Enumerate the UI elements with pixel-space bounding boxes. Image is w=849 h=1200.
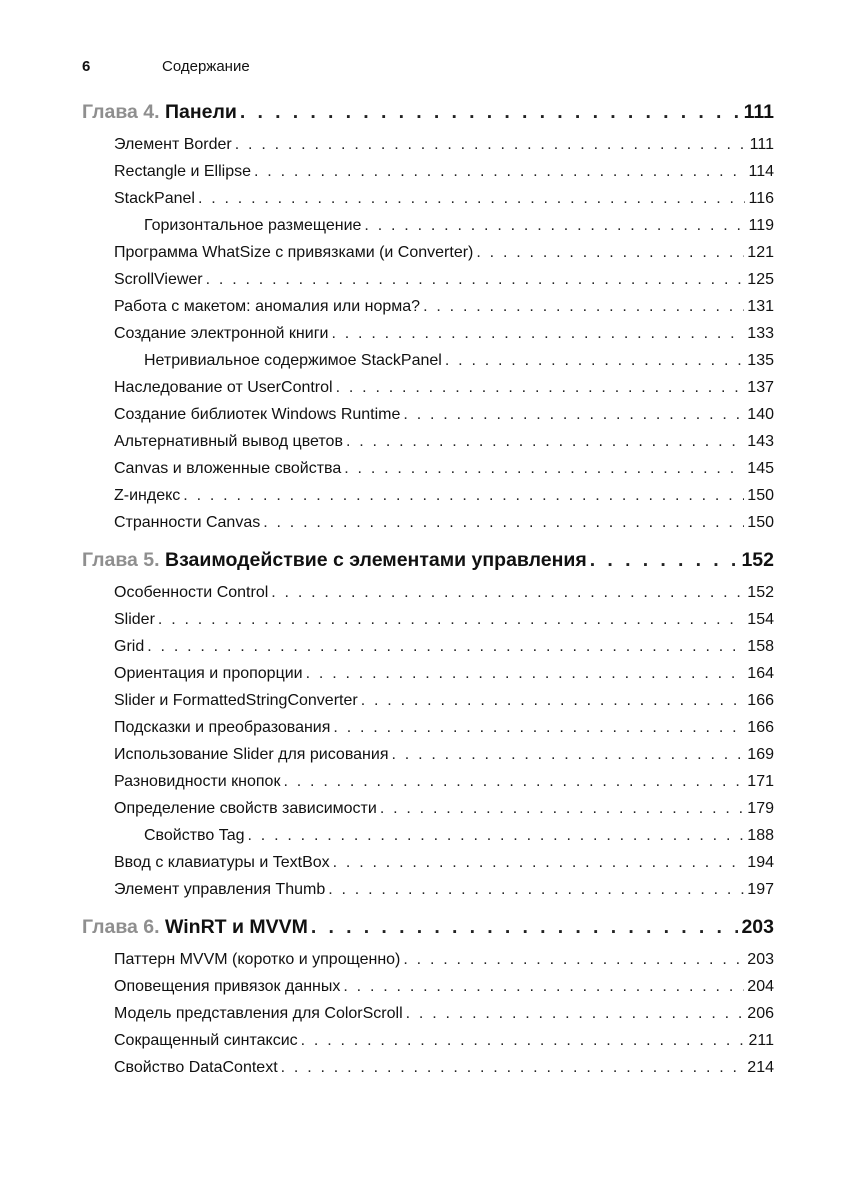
dot-leader [346,428,744,455]
entry-title: StackPanel [114,190,195,207]
entry-page: 150 [747,514,774,531]
chapter-4-heading[interactable] [82,98,774,126]
dot-leader [248,822,745,849]
entry-title: Нетривиальное содержимое StackPanel [144,352,442,369]
entry-title: Создание библиотек Windows Runtime [114,406,401,423]
entry-page: 179 [747,800,774,817]
toc-entry[interactable] [82,428,774,455]
dot-leader [423,293,744,320]
dot-leader [198,185,746,212]
toc-entry[interactable] [82,633,774,660]
dot-leader [271,579,744,606]
toc-entry[interactable] [82,320,774,347]
entry-title: Использование Slider для рисования [114,746,389,763]
toc-entry[interactable] [82,741,774,768]
entry-title: Ввод с клавиатуры и TextBox [114,854,330,871]
dot-leader [283,768,744,795]
entry-title: Альтернативный вывод цветов [114,433,343,450]
toc-entry[interactable] [82,579,774,606]
dot-leader [380,795,744,822]
chapter-title: WinRT и MVVM [165,916,308,938]
toc-entry[interactable] [82,482,774,509]
entry-page: 119 [748,217,774,234]
entry-title: Оповещения привязок данных [114,978,341,995]
dot-leader [158,606,744,633]
entry-title: Свойство Tag [144,827,245,844]
entry-page: 211 [748,1032,774,1049]
toc-entry[interactable] [82,795,774,822]
dot-leader [344,455,744,482]
entry-title: Наследование от UserControl [114,379,333,396]
chapter-page: 111 [743,101,774,123]
toc-entry[interactable] [82,401,774,428]
entry-page: 145 [747,460,774,477]
toc-entry[interactable] [82,687,774,714]
dot-leader [406,1000,745,1027]
entry-title: Программа WhatSize с привязками (и Converter) [114,244,474,261]
entry-title: Элемент Border [114,136,232,153]
toc-entry[interactable] [82,293,774,320]
entry-page: 203 [747,951,774,968]
running-title: Содержание [162,58,250,75]
entry-page: 194 [747,854,774,871]
toc-entry[interactable] [82,973,774,1000]
toc-entry[interactable] [82,266,774,293]
dot-leader [343,973,744,1000]
entry-title: Grid [114,638,145,655]
dot-leader [263,509,744,536]
entry-page: 152 [747,584,774,601]
toc-entry[interactable] [82,714,774,741]
dot-leader [445,347,744,374]
dot-leader [333,714,744,741]
entry-page: 135 [747,352,774,369]
dot-leader [331,320,744,347]
dot-leader [311,913,739,941]
toc-subentry[interactable] [82,212,774,239]
dot-leader [147,633,744,660]
dot-leader [328,876,744,903]
toc-entry[interactable] [82,768,774,795]
entry-page: 204 [747,978,774,995]
entry-title: Создание электронной книги [114,325,329,342]
chapter-5-heading[interactable] [82,546,774,574]
entry-page: 214 [747,1059,774,1076]
entry-page: 131 [747,298,774,315]
dot-leader [301,1027,746,1054]
dot-leader [403,946,744,973]
chapter-6-heading[interactable] [82,913,774,941]
toc-entry[interactable] [82,158,774,185]
entry-title: Ориентация и пропорции [114,665,303,682]
entry-page: 169 [747,746,774,763]
entry-page: 154 [747,611,774,628]
entry-page: 171 [747,773,774,790]
toc-entry[interactable] [82,374,774,401]
toc-entry[interactable] [82,876,774,903]
toc-entry[interactable] [82,660,774,687]
chapter-prefix: Глава 4. [82,101,160,123]
entry-title: Модель представления для ColorScroll [114,1005,403,1022]
dot-leader [336,374,745,401]
toc-subentry[interactable] [82,347,774,374]
entry-title: Rectangle и Ellipse [114,163,252,180]
entry-page: 158 [747,638,774,655]
entry-page: 133 [747,325,774,342]
entry-title: Разновидности кнопок [114,773,281,790]
entry-page: 197 [747,881,774,898]
entry-title: Работа с макетом: аномалия или норма? [114,298,421,315]
entry-page: 188 [747,827,774,844]
entry-title: Горизонтальное размещение [144,217,362,234]
dot-leader [361,687,745,714]
entry-title: Элемент управления Thumb [114,881,326,898]
toc-entry[interactable] [82,185,774,212]
dot-leader [391,741,744,768]
entry-title: Slider [114,611,155,628]
page-number: 6 [82,58,91,75]
chapter-page: 152 [741,549,774,571]
entry-page: 121 [747,244,774,261]
dot-leader [235,131,747,158]
dot-leader [306,660,745,687]
entry-page: 111 [749,136,774,153]
entry-title: Странности Canvas [114,514,261,531]
entry-title: Особенности Control [114,584,269,601]
toc-entry[interactable] [82,1027,774,1054]
table-of-contents [82,98,774,1081]
entry-page: 143 [747,433,774,450]
entry-page: 150 [747,487,774,504]
page-header [82,56,782,78]
entry-title: Canvas и вложенные свойства [114,460,342,477]
dot-leader [476,239,744,266]
entry-title: Подсказки и преобразования [114,719,331,736]
toc-entry[interactable] [82,455,774,482]
entry-page: 116 [748,190,774,207]
toc-entry[interactable] [82,131,774,158]
dot-leader [364,212,745,239]
dot-leader [254,158,745,185]
dot-leader [281,1054,745,1081]
dot-leader [206,266,745,293]
toc-entry[interactable] [82,239,774,266]
toc-entry[interactable] [82,1054,774,1081]
chapter-title: Панели [165,101,237,123]
entry-title: Определение свойств зависимости [114,800,377,817]
entry-page: 140 [747,406,774,423]
dot-leader [240,98,741,126]
toc-entry[interactable] [82,849,774,876]
entry-title: Z-индекс [114,487,181,504]
entry-title: Свойство DataContext [114,1059,278,1076]
chapter-page: 203 [741,916,774,938]
toc-entry[interactable] [82,946,774,973]
entry-page: 137 [747,379,774,396]
entry-title: Сокращенный синтаксис [114,1032,298,1049]
dot-leader [403,401,744,428]
chapter-prefix: Глава 6. [82,916,160,938]
entry-title: ScrollViewer [114,271,203,288]
entry-page: 166 [747,692,774,709]
chapter-title: Взаимодействие с элементами управления [165,549,587,571]
entry-page: 206 [747,1005,774,1022]
chapter-prefix: Глава 5. [82,549,160,571]
entry-page: 125 [747,271,774,288]
toc-entry[interactable] [82,606,774,633]
entry-title: Slider и FormattedStringConverter [114,692,358,709]
entry-page: 114 [748,163,774,180]
toc-entry[interactable] [82,1000,774,1027]
dot-leader [333,849,745,876]
entry-page: 166 [747,719,774,736]
entry-title: Паттерн MVVM (коротко и упрощенно) [114,951,401,968]
entry-page: 164 [747,665,774,682]
toc-subentry[interactable] [82,822,774,849]
toc-entry[interactable] [82,509,774,536]
dot-leader [590,546,739,574]
dot-leader [183,482,744,509]
